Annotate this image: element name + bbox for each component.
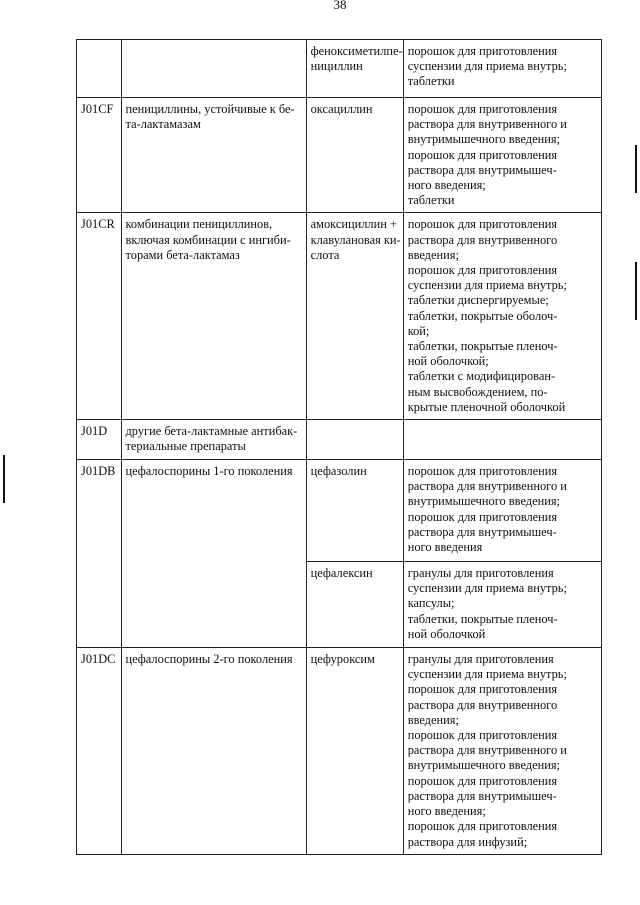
dosage-form-line: порошок для приготовления xyxy=(407,44,558,58)
drug-name-cell xyxy=(306,40,403,98)
dosage-form-line: порошок для приготовления xyxy=(407,509,558,524)
dosage-form-line: суспензии для приема внутрь; xyxy=(407,278,567,293)
dosage-form-line: ного введения xyxy=(407,540,483,555)
drug-name-cell xyxy=(306,562,403,648)
dosage-forms-cell xyxy=(403,213,601,420)
group-name-line: та-лактамазам xyxy=(125,117,201,132)
drug-name-line: оксациллин xyxy=(310,102,373,116)
drug-table-body xyxy=(77,40,602,855)
group-name-cell xyxy=(121,98,306,213)
page-number: 38 xyxy=(333,0,347,12)
dosage-form-line: суспензии для приема внутрь; xyxy=(407,667,567,682)
dosage-form-line: раствора для внутривенного и xyxy=(407,743,567,758)
dosage-forms-cell xyxy=(403,460,601,562)
group-name-cell xyxy=(121,648,306,855)
atc-code: J01CR xyxy=(81,217,115,232)
dosage-form-line: таблетки с модифицирован- xyxy=(407,369,556,384)
dosage-form-line: введения; xyxy=(407,247,459,262)
dosage-form-line: гранулы для приготовления xyxy=(407,566,554,581)
dosage-forms-cell xyxy=(403,562,601,648)
group-name-line: включая комбинации с ингиби- xyxy=(125,232,291,247)
group-name-line: цефалоспорины 1-го поколения xyxy=(125,464,293,479)
dosage-form-line: ной оболочкой; xyxy=(407,354,489,369)
dosage-form-line: ного введения; xyxy=(407,178,486,193)
dosage-form-line: таблетки xyxy=(407,193,455,208)
drug-name-line: амоксициллин + xyxy=(310,217,397,232)
drug-name-cell xyxy=(306,98,403,213)
atc-code: J01DC xyxy=(81,652,116,667)
dosage-form-line: крытые пленочной оболочкой xyxy=(407,399,566,414)
table-row xyxy=(77,213,602,420)
atc-code-cell xyxy=(77,460,122,648)
dosage-form-line: раствора для внутривенного и xyxy=(407,117,567,132)
dosage-form-line: таблетки, покрытые оболоч- xyxy=(407,308,558,323)
dosage-form-line: гранулы для приготовления xyxy=(407,652,554,667)
dosage-form-line: таблетки диспергируемые; xyxy=(407,293,549,308)
drug-name-line: цефуроксим xyxy=(310,652,375,667)
drug-name-line: цефалексин xyxy=(310,566,373,581)
dosage-form-line: внутримышечного введения; xyxy=(407,132,560,147)
dosage-form-line: раствора для внутривенного и xyxy=(407,479,567,494)
dosage-form-line: внутримышечного введения; xyxy=(407,494,560,509)
drug-name-line: цефазолин xyxy=(310,464,367,479)
drug-name-line: клавулановая ки- xyxy=(310,232,401,247)
group-name-line: другие бета-лактамные антибак- xyxy=(125,424,298,439)
dosage-form-line: порошок для приготовления xyxy=(407,147,558,162)
table-row xyxy=(77,420,602,460)
atc-code: J01D xyxy=(81,424,108,439)
dosage-form-line: ной оболочкой xyxy=(407,626,486,641)
group-name-line: пенициллины, устойчивые к бе- xyxy=(125,102,295,116)
drug-name-cell xyxy=(306,648,403,855)
dosage-form-line: введения; xyxy=(407,712,459,727)
group-name-cell xyxy=(121,40,306,98)
table-row xyxy=(77,648,602,855)
dosage-forms-cell xyxy=(403,40,601,98)
atc-code-cell xyxy=(77,98,122,213)
atc-code: J01DB xyxy=(81,464,116,479)
group-name-line: торами бета-лактамаз xyxy=(125,247,240,262)
drug-name-cell xyxy=(306,420,403,460)
dosage-form-line: порошок для приготовления xyxy=(407,217,558,232)
scan-margin-mark xyxy=(635,262,637,320)
dosage-form-line: раствора для внутривенного xyxy=(407,697,558,712)
dosage-form-line: суспензии для приема внутрь; xyxy=(407,581,567,596)
atc-code-cell xyxy=(77,648,122,855)
drug-table xyxy=(76,39,602,855)
dosage-forms-cell xyxy=(403,420,601,460)
dosage-form-line: таблетки, покрытые пленоч- xyxy=(407,611,558,626)
dosage-form-line: раствора для внутривенного xyxy=(407,232,558,247)
group-name-cell xyxy=(121,420,306,460)
table-row xyxy=(77,98,602,213)
dosage-form-line: раствора для инфузий; xyxy=(407,834,528,849)
dosage-form-line: порошок для приготовления xyxy=(407,263,558,278)
dosage-form-line: таблетки xyxy=(407,74,455,89)
group-name-line: комбинации пенициллинов, xyxy=(125,217,273,232)
dosage-form-line: порошок для приготовления xyxy=(407,102,558,116)
atc-code-cell xyxy=(77,213,122,420)
scan-margin-mark xyxy=(3,455,5,503)
drug-name-cell xyxy=(306,213,403,420)
drug-name-line: феноксиметилпе- xyxy=(310,44,403,58)
table-row xyxy=(77,40,602,98)
dosage-forms-cell xyxy=(403,648,601,855)
atc-code-cell xyxy=(77,40,122,98)
dosage-form-line: порошок для приготовления xyxy=(407,464,558,479)
group-name-cell xyxy=(121,213,306,420)
drug-name-line: слота xyxy=(310,247,340,262)
dosage-form-line: порошок для приготовления xyxy=(407,682,558,697)
dosage-form-line: раствора для внутримышеч- xyxy=(407,524,557,539)
dosage-form-line: порошок для приготовления xyxy=(407,819,558,834)
dosage-form-line: капсулы; xyxy=(407,596,455,611)
dosage-form-line: порошок для приготовления xyxy=(407,773,558,788)
dosage-form-line: ного введения; xyxy=(407,804,486,819)
group-name-line: териальные препараты xyxy=(125,439,246,454)
dosage-form-line: внутримышечного введения; xyxy=(407,758,560,773)
group-name-cell xyxy=(121,460,306,648)
table-row xyxy=(77,460,602,562)
dosage-form-line: суспензии для приема внутрь; xyxy=(407,59,567,74)
dosage-form-line: раствора для внутримышеч- xyxy=(407,788,557,803)
atc-code-cell xyxy=(77,420,122,460)
scan-margin-mark xyxy=(635,145,637,193)
atc-code: J01CF xyxy=(81,102,114,116)
dosage-form-line: кой; xyxy=(407,323,430,338)
dosage-forms-cell xyxy=(403,98,601,213)
dosage-form-line: ным высвобождением, по- xyxy=(407,384,548,399)
group-name-line: цефалоспорины 2-го поколения xyxy=(125,652,293,667)
dosage-form-line: раствора для внутримышеч- xyxy=(407,162,557,177)
dosage-form-line: таблетки, покрытые пленоч- xyxy=(407,339,558,354)
drug-name-cell xyxy=(306,460,403,562)
dosage-form-line: порошок для приготовления xyxy=(407,728,558,743)
drug-name-line: нициллин xyxy=(310,59,363,74)
